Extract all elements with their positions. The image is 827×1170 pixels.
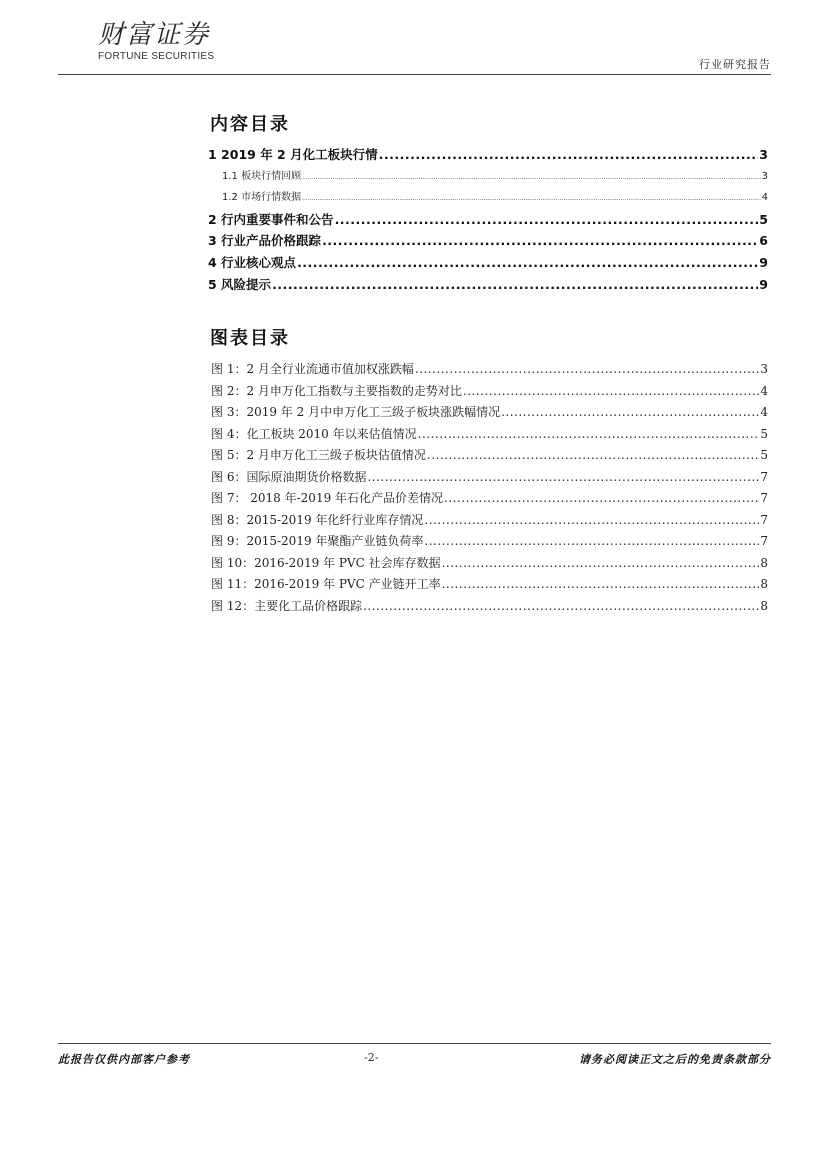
dot-leader	[424, 510, 759, 532]
contents-title: 内容目录	[210, 114, 290, 135]
dot-leader	[501, 402, 759, 424]
entry-page-number: 8	[760, 598, 768, 613]
dot-leader	[418, 424, 760, 446]
entry-page-number: 3	[761, 170, 768, 182]
entry-label: 1.2 市场行情数据	[222, 192, 302, 204]
entry-label: 图 5：2 月申万化工三级子板块估值情况	[211, 448, 426, 462]
toc-section-entry[interactable]	[208, 230, 768, 252]
entry-label: 图 6：国际原油期货价格数据	[211, 469, 367, 484]
entry-label: 图 11：2016-2019 年 PVC 产业链开工率	[211, 577, 441, 591]
page-number: -2-	[364, 1051, 379, 1064]
entry-label: 2 行内重要事件和公告	[208, 211, 334, 227]
figure-list-entry[interactable]	[208, 574, 768, 596]
entry-label: 图 2：2 月申万化工指数与主要指数的走势对比	[211, 383, 462, 398]
entry-label: 4 行业核心观点	[208, 254, 297, 270]
entry-page-number: 8	[760, 555, 768, 570]
toc-section-entry[interactable]	[208, 252, 768, 274]
dot-leader	[442, 553, 760, 575]
dot-leader	[297, 252, 758, 274]
dot-leader	[424, 531, 759, 553]
dot-leader	[415, 359, 759, 381]
entry-page-number: 4	[760, 405, 768, 419]
figure-list-entry[interactable]	[208, 445, 768, 467]
company-logo	[98, 18, 214, 62]
entry-page-number: 7	[760, 534, 768, 548]
entry-page-number: 4	[760, 383, 768, 398]
dot-leader	[272, 274, 758, 296]
dot-leader	[442, 574, 760, 596]
toc-section-entry[interactable]	[208, 274, 768, 296]
dot-leader	[335, 209, 759, 231]
toc-subsection-entry[interactable]	[208, 166, 768, 188]
logo-english-name: FORTUNE SECURITIES	[98, 51, 215, 62]
dot-leader	[322, 230, 758, 252]
logo-chinese-name: 财富证券	[98, 20, 211, 50]
entry-page-number: 5	[759, 211, 768, 227]
figure-list-entry[interactable]	[208, 424, 768, 446]
footer-notice: 请务必阅读正文之后的免责条款部分	[579, 1053, 771, 1066]
entry-page-number: 6	[759, 233, 768, 249]
entry-label: 3 行业产品价格跟踪	[208, 233, 322, 249]
entry-label: 图 7： 2018 年-2019 年石化产品价差情况	[211, 491, 444, 505]
entry-page-number: 7	[760, 469, 768, 484]
figure-list-entry[interactable]	[208, 531, 768, 553]
dot-leader	[363, 596, 759, 618]
figure-list-entry[interactable]	[208, 359, 768, 381]
entry-label: 图 8：2015-2019 年化纤行业库存情况	[211, 512, 424, 527]
entry-label: 图 10：2016-2019 年 PVC 社会库存数据	[211, 555, 441, 570]
figure-list-entry[interactable]	[208, 467, 768, 489]
entry-label: 图 12：主要化工品价格跟踪	[211, 598, 363, 613]
page-header	[58, 18, 771, 74]
document-type: 行业研究报告	[699, 58, 771, 71]
dot-leader	[379, 144, 759, 166]
figure-list-entry[interactable]	[208, 381, 768, 403]
header-divider	[58, 74, 771, 75]
toc-subsection-entry[interactable]	[208, 187, 768, 209]
entry-page-number: 7	[760, 512, 768, 527]
entry-label: 图 4：化工板块 2010 年以来估值情况	[211, 426, 417, 441]
dot-leader	[444, 488, 759, 510]
table-of-contents	[208, 144, 768, 295]
dot-leader	[463, 381, 759, 403]
entry-page-number: 7	[760, 491, 768, 505]
entry-label: 5 风险提示	[208, 276, 272, 292]
entry-page-number: 9	[759, 254, 768, 270]
dot-leader	[302, 187, 761, 209]
entry-label: 1.1 板块行情回顾	[222, 170, 302, 182]
toc-section-entry[interactable]	[208, 209, 768, 231]
dot-leader	[302, 166, 761, 188]
entry-page-number: 9	[759, 276, 768, 292]
figure-list-entry[interactable]	[208, 510, 768, 532]
figure-list-entry[interactable]	[208, 596, 768, 618]
entry-page-number: 5	[760, 448, 768, 462]
figures-title: 图表目录	[210, 328, 290, 349]
footer-divider	[58, 1043, 771, 1044]
entry-label: 图 1：2 月全行业流通市值加权涨跌幅	[211, 362, 414, 376]
entry-label: 1 2019 年 2 月化工板块行情	[208, 147, 378, 162]
figure-list-entry[interactable]	[208, 488, 768, 510]
entry-page-number: 3	[760, 362, 768, 376]
entry-page-number: 3	[759, 147, 768, 162]
dot-leader	[427, 445, 759, 467]
entry-page-number: 4	[761, 192, 768, 204]
figure-list-entry[interactable]	[208, 402, 768, 424]
list-of-figures	[208, 359, 768, 617]
entry-page-number: 5	[760, 426, 768, 441]
dot-leader	[367, 467, 759, 489]
footer-disclaimer: 此报告仅供内部客户参考	[58, 1053, 190, 1066]
entry-label: 图 9：2015-2019 年聚酯产业链负荷率	[211, 534, 424, 548]
entry-page-number: 8	[760, 577, 768, 591]
figure-list-entry[interactable]	[208, 553, 768, 575]
toc-section-entry[interactable]	[208, 144, 768, 166]
entry-label: 图 3：2019 年 2 月中申万化工三级子板块涨跌幅情况	[211, 405, 501, 419]
